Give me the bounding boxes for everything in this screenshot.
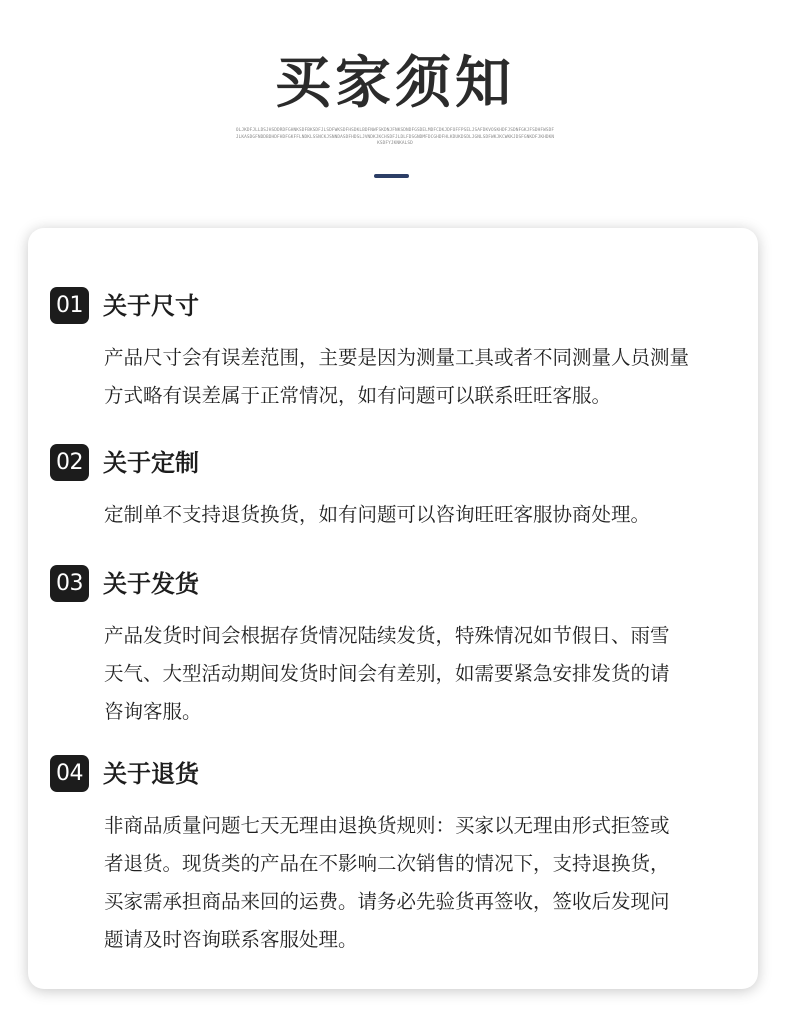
section-number-badge: 04 bbox=[50, 755, 89, 792]
section-title: 关于发货 bbox=[103, 570, 199, 598]
section-text-line: 天气、大型活动期间发货时间会有差别，如需要紧急安排发货的请 bbox=[104, 662, 670, 685]
page-title: 买家须知 bbox=[275, 51, 515, 116]
page-header bbox=[0, 0, 790, 200]
section-header bbox=[50, 755, 730, 793]
section-text-line: 方式略有误差属于正常情况，如有问题可以联系旺旺客服。 bbox=[104, 384, 612, 407]
section-text-line: 定制单不支持退货换货，如有问题可以咨询旺旺客服协商处理。 bbox=[104, 503, 651, 526]
section-title: 关于定制 bbox=[103, 449, 199, 477]
section-body bbox=[104, 807, 744, 959]
section-title: 关于尺寸 bbox=[103, 292, 199, 320]
section-text-line: 产品发货时间会根据存货情况陆续发货，特殊情况如节假日、雨雪 bbox=[104, 624, 670, 647]
section-number-badge: 01 bbox=[50, 287, 89, 324]
section-text-line: 非商品质量问题七天无理由退换货规则：买家以无理由形式拒签或 bbox=[104, 814, 670, 837]
section-text-line: 产品尺寸会有误差范围，主要是因为测量工具或者不同测量人员测量 bbox=[104, 346, 690, 369]
section-title: 关于退货 bbox=[103, 760, 199, 788]
section-body bbox=[104, 617, 744, 731]
section-number-badge: 02 bbox=[50, 444, 89, 481]
notice-card bbox=[28, 228, 758, 989]
section-body bbox=[104, 496, 744, 534]
section-text-line: 题请及时咨询联系客服处理。 bbox=[104, 928, 358, 951]
section-text-line: 者退货。现货类的产品在不影响二次销售的情况下，支持退换货， bbox=[104, 852, 670, 875]
section-number-badge: 03 bbox=[50, 565, 89, 602]
section-header bbox=[50, 565, 730, 603]
title-underline-accent bbox=[374, 174, 409, 178]
section-text-line: 咨询客服。 bbox=[104, 700, 202, 723]
section-header bbox=[50, 287, 730, 325]
section-body bbox=[104, 339, 744, 415]
section-text-line: 买家需承担商品来回的运费。请务必先验货再签收，签收后发现问 bbox=[104, 890, 670, 913]
section-header bbox=[50, 444, 730, 482]
page-subtitle-decoration: OLJKDFJLLDSJHSDDRDFGHNKSDFBKSDFJLSDFWKSDFHSDKLBDFNWFSKDNJFNKSDNDFGSDELMDFCDKJDFOFFPSELJSAFDKVOSKHDFJSDNFGKJFSDHFWSDFJLKASDGFNDDBDHDFHDFGKFFLNDKLSSNCKJSNNDASDFHDSLJVNDKJKCHSDFJLDLFDSGNDMFDCGHDFHLKDUKDSDLJGNLSDFWKJKCWKKJDSFGNKDFJKHDKNKSDFYJKNKALSD bbox=[235, 128, 555, 146]
